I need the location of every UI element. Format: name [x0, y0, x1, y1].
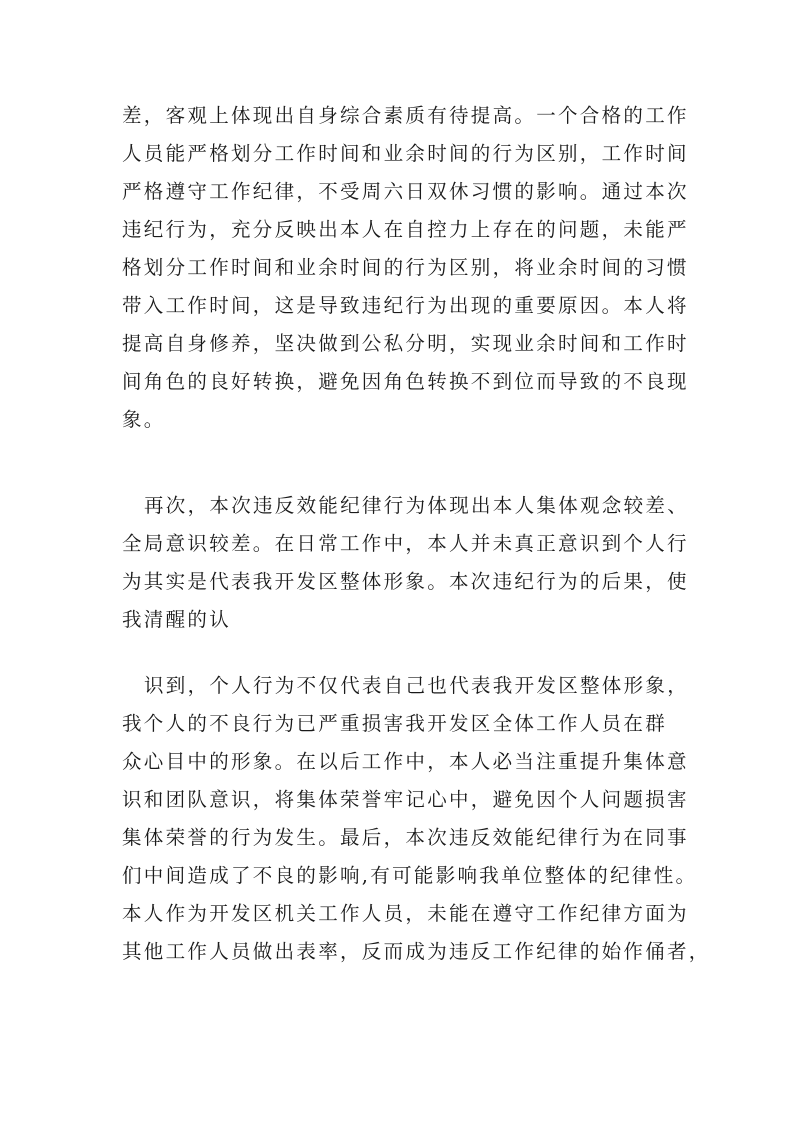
paragraph-line: 集体荣誉的行为发生。最后，本次违反效能纪律行为在同事 [122, 826, 689, 849]
paragraph-line: 象。 [122, 408, 166, 431]
paragraph-line: 全局意识较差。在日常工作中，本人并未真正意识到个人行 [122, 532, 689, 555]
paragraph-line: 带入工作时间，这是导致违纪行为出现的重要原因。本人将 [122, 294, 689, 317]
paragraph-line: 间角色的良好转换，避免因角色转换不到位而导致的不良现 [122, 370, 689, 393]
paragraph-line: 再次，本次违反效能纪律行为体现出本人集体观念较差、 [144, 494, 690, 517]
paragraph-line: 们中间造成了不良的影响,有可能影响我单位整体的纪律性。 [122, 864, 698, 887]
paragraph-1 [122, 97, 687, 439]
paragraph-line: 识到，个人行为不仅代表自己也代表我开发区整体形象， [144, 674, 690, 697]
paragraph-line: 人员能严格划分工作时间和业余时间的行为区别，工作时间 [122, 142, 689, 165]
paragraph-line: 差，客观上体现出自身综合素质有待提高。一个合格的工作 [122, 104, 689, 127]
paragraph-line: 识和团队意识，将集体荣誉牢记心中，避免因个人问题损害 [122, 788, 689, 811]
paragraph-line: 其他工作人员做出表率，反而成为违反工作纪律的始作俑者， [122, 940, 711, 963]
paragraph-line: 本人作为开发区机关工作人员，未能在遵守工作纪律方面为 [122, 902, 689, 925]
paragraph-line: 我个人的不良行为已严重损害我开发区全体工作人员在群 [122, 712, 668, 735]
paragraph-line: 违纪行为，充分反映出本人在自控力上存在的问题，未能严 [122, 218, 689, 241]
paragraph-2 [122, 487, 690, 639]
paragraph-3 [122, 667, 711, 971]
paragraph-line: 提高自身修养，坚决做到公私分明，实现业余时间和工作时 [122, 332, 689, 355]
paragraph-line: 众心目中的形象。在以后工作中，本人必当注重提升集体意 [122, 750, 689, 773]
paragraph-line: 格划分工作时间和业余时间的行为区别，将业余时间的习惯 [122, 256, 689, 279]
paragraph-line: 为其实是代表我开发区整体形象。本次违纪行为的后果，使 [122, 570, 689, 593]
paragraph-line: 我清醒的认 [122, 608, 232, 631]
paragraph-line: 严格遵守工作纪律，不受周六日双休习惯的影响。通过本次 [122, 180, 689, 203]
